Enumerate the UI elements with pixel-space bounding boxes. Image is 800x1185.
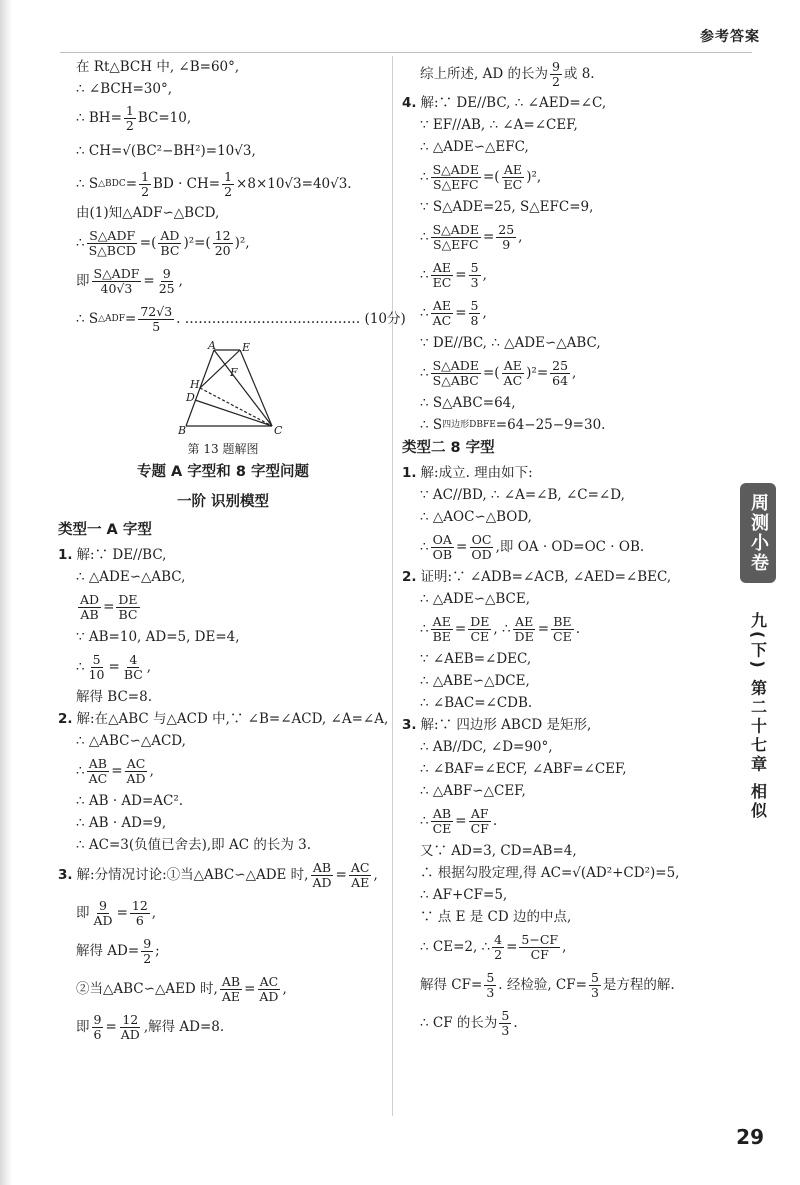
text-line: ②当△ABC∽△AED 时, $\frac{AB}{AE}$ = $\frac{AC}{AD}$ ,	[76, 974, 287, 1004]
problem-q3: 3. 解:∵ 四边形 ABCD 是矩形,	[402, 716, 592, 733]
fraction: $\frac{AE}{EC}$	[503, 162, 523, 192]
fraction: $\frac{\text{S△ADE}}{\text{S△ABC}}$	[432, 358, 479, 388]
fraction: $\frac{72√3}{5}$	[140, 304, 173, 334]
text-line: ∴ $\frac{\text{S△ADE}}{\text{S△EFC}}$ = $\frac{25}{9}$ ,	[420, 222, 523, 252]
fraction: $\frac{AC}{AD}$	[126, 756, 146, 786]
problem-q2: 2. 证明:∵ ∠ADB=∠ACB, ∠AED=∠BEC,	[402, 568, 672, 585]
fraction: $\frac{1}{2}$	[125, 103, 134, 133]
text-line: ∴ CF 的长为 $\frac{5}{3}$ .	[420, 1008, 518, 1038]
text-line: ∵ AB=10, AD=5, DE=4,	[76, 628, 240, 645]
text-line: ∴ S △ADF = $\frac{72√3}{5}$ . ………………………………… (10分)	[76, 304, 406, 334]
header-rule	[60, 52, 752, 53]
problem-2: 2. 解:在△ABC 与△ACD 中,∵ ∠B=∠ACD, ∠A=∠A,	[58, 710, 389, 727]
fraction: $\frac{12}{6}$	[131, 898, 148, 928]
fraction: $\frac{AB}{CE}$	[432, 806, 452, 836]
text-line: ∴ S△ABC=64,	[420, 394, 516, 411]
text-line: 解得 CF= $\frac{5}{3}$ . 经检验, CF= $\frac{5}{3}$ 是方程的解.	[420, 970, 675, 1000]
fraction: $\frac{AD}{AB}$	[80, 592, 100, 622]
fraction: $\frac{25}{9}$	[498, 222, 515, 252]
figure-label-h: H	[190, 378, 200, 391]
text-line: ∴ △ADE∽△ABC,	[76, 568, 186, 585]
text-line: ∴ △ADE∽△EFC,	[420, 138, 529, 155]
fraction: $\frac{5}{3}$	[590, 970, 599, 1000]
fraction: $\frac{5}{3}$	[486, 970, 495, 1000]
fraction: $\frac{9}{6}$	[93, 1012, 102, 1042]
figure-label-f: F	[230, 366, 238, 379]
header-label: 参考答案	[700, 29, 760, 45]
fraction: $\frac{AE}{AC}$	[503, 358, 523, 388]
left-column	[58, 56, 406, 1046]
type-heading: 类型一 A 字型	[58, 522, 152, 539]
text-line: ∴ $\frac{\text{S△ADE}}{\text{S△EFC}}$ =( $\frac{AE}{EC}$ )²,	[420, 162, 542, 192]
fraction: $\frac{AE}{EC}$	[432, 260, 452, 290]
fraction: $\frac{25}{64}$	[552, 358, 569, 388]
text-line: ∴ $\frac{AE}{EC}$ = $\frac{5}{3}$ ,	[420, 260, 487, 290]
text-line: ∵ DE//BC, ∴ △ADE∽△ABC,	[420, 334, 601, 351]
section-title: 专题 A 字型和 8 字型问题	[136, 464, 309, 481]
fraction: $\frac{9}{25}$	[158, 266, 175, 296]
problem-1: 1. 解:∵ DE//BC,	[58, 546, 167, 563]
figure-label-b: B	[178, 424, 187, 436]
text-line: ∵ S△ADE=25, S△EFC=9,	[420, 198, 594, 215]
figure-label-a: A	[208, 340, 216, 352]
problem-q1: 1. 解:成立. 理由如下:	[402, 464, 533, 481]
fraction: $\frac{DE}{BC}$	[118, 592, 138, 622]
fraction: $\frac{DE}{CE}$	[470, 614, 490, 644]
fraction: $\frac{\text{S△ADE}}{\text{S△EFC}}$	[432, 222, 479, 252]
figure-label-e: E	[242, 341, 251, 354]
text-line: ∵ EF//AB, ∴ ∠A=∠CEF,	[420, 116, 578, 133]
fraction: $\frac{AC}{AE}$	[350, 860, 370, 890]
fraction: $\frac{AE}{DE}$	[514, 614, 534, 644]
fraction: $\frac{5-CF}{CF}$	[521, 932, 559, 962]
fraction: $\frac{AC}{AD}$	[259, 974, 279, 1004]
fraction: $\frac{1}{2}$	[224, 169, 233, 199]
fraction: $\frac{BE}{CE}$	[553, 614, 572, 644]
text-line: $\frac{AD}{AB}$ = $\frac{DE}{BC}$	[80, 592, 138, 622]
fraction: $\frac{1}{2}$	[141, 169, 150, 199]
text-line: ∴ ∠BAC=∠CDB.	[420, 694, 533, 711]
text-line: 综上所述, AD 的长为 $\frac{9}{2}$ 或 8.	[420, 59, 595, 89]
fraction: $\frac{5}{8}$	[470, 298, 479, 328]
text-line: ∴ S 四边形DBFE =64−25−9=30.	[420, 416, 606, 433]
text-line: ∴ AB//DC, ∠D=90°,	[420, 738, 553, 755]
fraction: $\frac{9}{2}$	[551, 59, 560, 89]
text-line: ∴ $\frac{AE}{BE}$ = $\frac{DE}{CE}$ , ∴ $\frac{AE}{DE}$ = $\frac{BE}{CE}$ .	[420, 614, 581, 644]
right-column	[402, 56, 732, 1042]
fraction: $\frac{AB}{AC}$	[88, 756, 108, 786]
text-line: ∴ CH=√(BC²−BH²)=10√3,	[76, 142, 256, 159]
fraction: $\frac{5}{10}$	[88, 652, 105, 682]
figure-svg	[178, 340, 288, 436]
text-line: ∴ 根据勾股定理,得 AC=√(AD²+CD²)=5,	[420, 864, 680, 881]
text-line: ∴ △ABE∽△DCE,	[420, 672, 530, 689]
text-line: ∴ AC=3(负值已舍去),即 AC 的长为 3.	[76, 836, 312, 853]
text-line: ∴ △ADE∽△BCE,	[420, 590, 531, 607]
text-line: ∴ AB · AD=9,	[76, 814, 167, 831]
fraction: $\frac{\text{S△ADF}}{\text{S△BCD}}$	[88, 228, 136, 258]
fraction: $\frac{9}{AD}$	[93, 898, 113, 928]
figure-label-d: D	[186, 391, 195, 404]
fraction: $\frac{5}{3}$	[470, 260, 479, 290]
text-line: 又∵ AD=3, CD=AB=4,	[420, 842, 577, 859]
type-heading: 类型二 8 字型	[402, 440, 495, 457]
fraction: $\frac{12}{AD}$	[120, 1012, 140, 1042]
text-line: 即 $\frac{\text{S△ADF}}{40√3}$ = $\frac{9}{25}$ ,	[76, 266, 183, 296]
fraction: $\frac{AE}{BE}$	[432, 614, 451, 644]
text-line: ∴ CE=2, ∴ $\frac{4}{2}$ = $\frac{5-CF}{CF}$ ,	[420, 932, 567, 962]
text-line: ∴ $\frac{AE}{AC}$ = $\frac{5}{8}$ ,	[420, 298, 487, 328]
text-line: 在 Rt△BCH 中, ∠B=60°,	[76, 58, 240, 75]
text-line: 解得 AD= $\frac{9}{2}$ ;	[76, 936, 160, 966]
fraction: $\frac{AB}{AE}$	[221, 974, 241, 1004]
text-line: ∴ △ABF∽△CEF,	[420, 782, 526, 799]
binding-shadow	[0, 0, 12, 1185]
fraction: $\frac{\text{S△ADF}}{40√3}$	[93, 266, 140, 296]
text-line: ∴ AF+CF=5,	[420, 886, 508, 903]
fraction: $\frac{4}{2}$	[494, 932, 503, 962]
fraction: $\frac{\text{S△ADE}}{\text{S△EFC}}$	[432, 162, 479, 192]
text-line: ∴ ∠BCH=30°,	[76, 80, 172, 97]
fraction: $\frac{9}{2}$	[143, 936, 152, 966]
text-line: 由(1)知△ADF∽△BCD,	[76, 204, 220, 221]
text-line: ∴ △ABC∽△ACD,	[76, 732, 186, 749]
text-line: ∴ ∠BAF=∠ECF, ∠ABF=∠CEF,	[420, 760, 627, 777]
text-line: 即 $\frac{9}{6}$ = $\frac{12}{AD}$ ,解得 AD=8.	[76, 1012, 225, 1042]
text-line: ∴ $\frac{5}{10}$ = $\frac{4}{BC}$ ,	[76, 652, 152, 682]
text-line: ∴ $\frac{\text{S△ADE}}{\text{S△ABC}}$ =( $\frac{AE}{AC}$ )²= $\frac{25}{64}$ ,	[420, 358, 577, 388]
section-subtitle: 一阶 识别模型	[176, 494, 270, 511]
fraction: $\frac{AB}{AD}$	[312, 860, 332, 890]
text-line: ∵ AC//BD, ∴ ∠A=∠B, ∠C=∠D,	[420, 486, 625, 503]
page-number: 29	[736, 1125, 764, 1149]
geometry-figure	[58, 340, 388, 440]
chapter-vertical-label: 九(下) 第二十七章 相似	[748, 612, 768, 821]
fraction: $\frac{5}{3}$	[501, 1008, 510, 1038]
text-line: ∴ S △BDC = $\frac{1}{2}$ BD · CH= $\frac{1}{2}$ ×8×10√3=40√3.	[76, 169, 352, 199]
text-line: 解得 BC=8.	[76, 688, 152, 705]
fraction: $\frac{4}{BC}$	[123, 652, 143, 682]
problem-4: 4. 解:∵ DE//BC, ∴ ∠AED=∠C,	[402, 94, 607, 111]
column-divider	[392, 56, 393, 1116]
figure-caption: 第 13 题解图	[187, 441, 259, 456]
fraction: $\frac{AE}{AC}$	[432, 298, 452, 328]
fraction: $\frac{12}{20}$	[214, 228, 231, 258]
text-line: ∴ AB · AD=AC².	[76, 792, 184, 809]
text-line: ∴ $\frac{OA}{OB}$ = $\frac{OC}{OD}$ ,即 OA · OD=OC · OB.	[420, 532, 645, 562]
text-line: ∴ $\frac{AB}{CE}$ = $\frac{AF}{CF}$ .	[420, 806, 498, 836]
fraction: $\frac{AD}{BC}$	[160, 228, 180, 258]
fraction: $\frac{OC}{OD}$	[471, 532, 492, 562]
fraction: $\frac{OA}{OB}$	[432, 532, 453, 562]
text-line: 即 $\frac{9}{AD}$ = $\frac{12}{6}$ ,	[76, 898, 157, 928]
text-line: ∵ ∠AEB=∠DEC,	[420, 650, 532, 667]
text-line: ∴ $\frac{\text{S△ADF}}{\text{S△BCD}}$ =( $\frac{AD}{BC}$ )²=( $\frac{12}{20}$ )²,	[76, 228, 250, 258]
figure-label-c: C	[274, 424, 283, 436]
problem-3: 3. 解:分情况讨论:①当△ABC∽△ADE 时, $\frac{AB}{AD}$ = $\frac{AC}{AE}$ ,	[58, 860, 378, 890]
text-line: ∴ △AOC∽△BOD,	[420, 508, 532, 525]
side-tab: 周测小卷	[740, 483, 776, 583]
text-line: ∵ 点 E 是 CD 边的中点,	[420, 908, 572, 925]
fraction: $\frac{AF}{CF}$	[470, 806, 489, 836]
text-line: ∴ BH= $\frac{1}{2}$ BC=10,	[76, 103, 192, 133]
text-line: ∴ $\frac{AB}{AC}$ = $\frac{AC}{AD}$ ,	[76, 756, 154, 786]
